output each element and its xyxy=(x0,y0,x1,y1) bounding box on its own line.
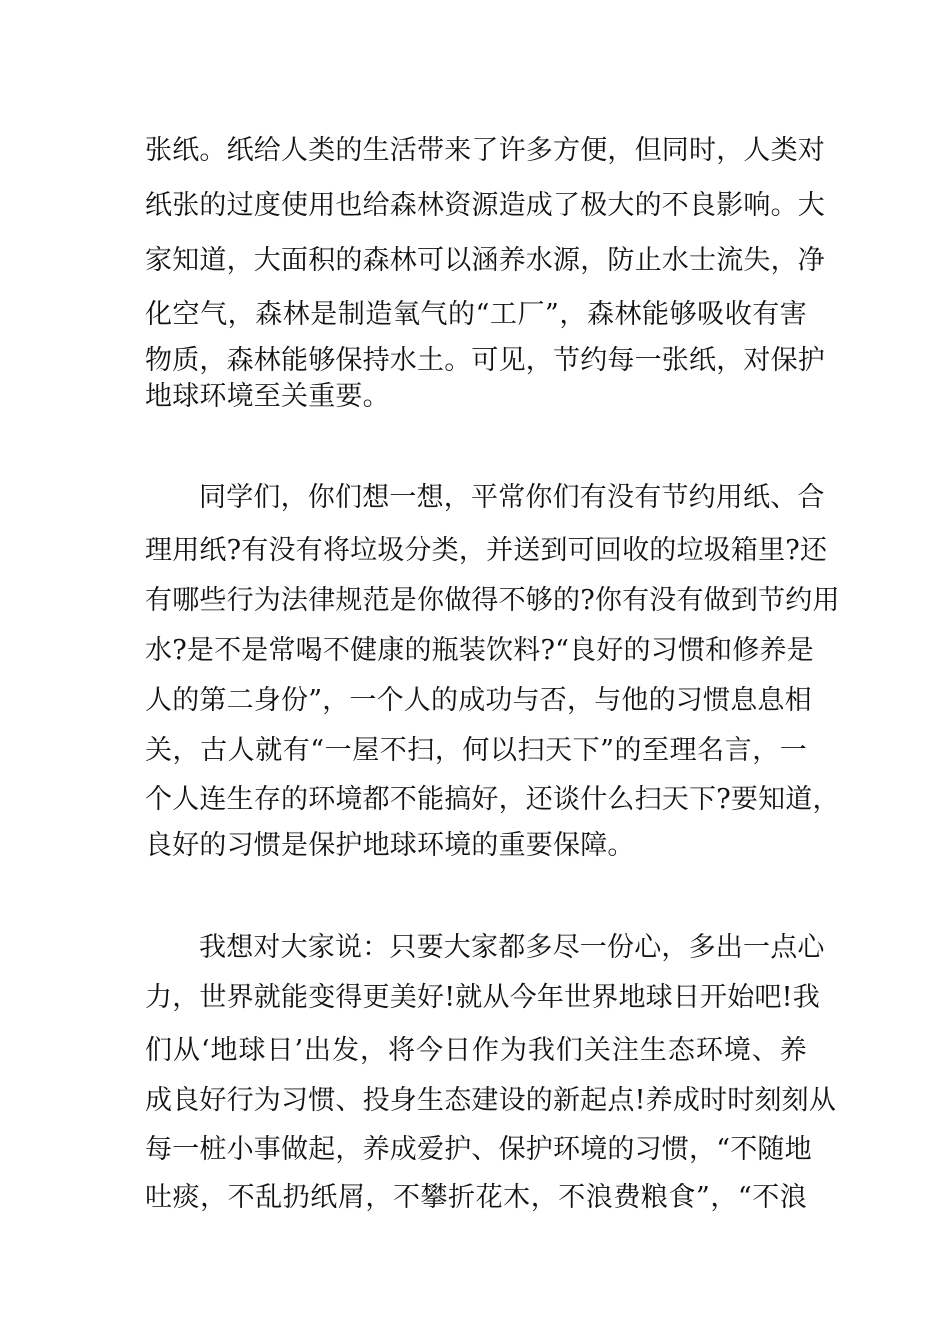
paragraph-2-line-6: 关，古人就有“一屋不扫，何以扫天下”的至理名言，一 xyxy=(145,735,807,766)
paragraph-3-line-4: 成良好行为习惯、投身生态建设的新起点!养成时时刻刻从 xyxy=(145,1085,837,1116)
paragraph-1-line-3: 家知道，大面积的森林可以涵养水源，防止水士流失，净 xyxy=(145,245,825,276)
paragraph-1-line-2: 纸张的过度使用也给森林资源造成了极大的不良影响。大 xyxy=(145,190,825,221)
paragraph-2-line-3: 有哪些行为法律规范是你做得不够的?你有没有做到节约用 xyxy=(145,585,840,616)
paragraph-1-line-6: 地球环境至关重要。 xyxy=(145,381,390,412)
paragraph-1-line-4: 化空气，森林是制造氧气的“工厂”，森林能够吸收有害 xyxy=(145,299,807,330)
paragraph-1-line-1: 张纸。纸给人类的生活带来了许多方便，但同时，人类对 xyxy=(145,135,825,166)
paragraph-1-line-5: 物质，森林能够保持水土。可见，节约每一张纸，对保护 xyxy=(145,345,825,376)
paragraph-2-line-4: 水?是不是常喝不健康的瓶装饮料?“良好的习惯和修养是 xyxy=(145,635,814,666)
paragraph-3-line-1: 我想对大家说：只要大家都多尽一份心，多出一点心 xyxy=(199,932,825,963)
paragraph-2-line-7: 个人连生存的环境都不能搞好，还谈什么扫天下?要知道， xyxy=(145,784,840,815)
paragraph-3-line-6: 吐痰，不乱扔纸屑，不攀折花木，不浪费粮食”，“不浪 xyxy=(145,1182,807,1213)
paragraph-2-line-5: 人的第二身份”，一个人的成功与否，与他的习惯息息相 xyxy=(145,685,812,716)
paragraph-3-line-5: 每一桩小事做起，养成爱护、保护环境的习惯，“不随地 xyxy=(145,1134,812,1165)
paragraph-3-line-3: 们从‘地球日’出发，将今日作为我们关注生态环境、养 xyxy=(145,1035,807,1066)
paragraph-2-line-2: 理用纸?有没有将垃圾分类，并送到可回收的垃圾箱里?还 xyxy=(145,535,828,566)
paragraph-3-line-2: 力，世界就能变得更美好!就从今年世界地球日开始吧!我 xyxy=(145,982,820,1013)
paragraph-2-line-8: 良好的习惯是保护地球环境的重要保障。 xyxy=(145,830,635,861)
paragraph-2-line-1: 同学们，你们想一想，平常你们有没有节约用纸、合 xyxy=(199,482,825,513)
